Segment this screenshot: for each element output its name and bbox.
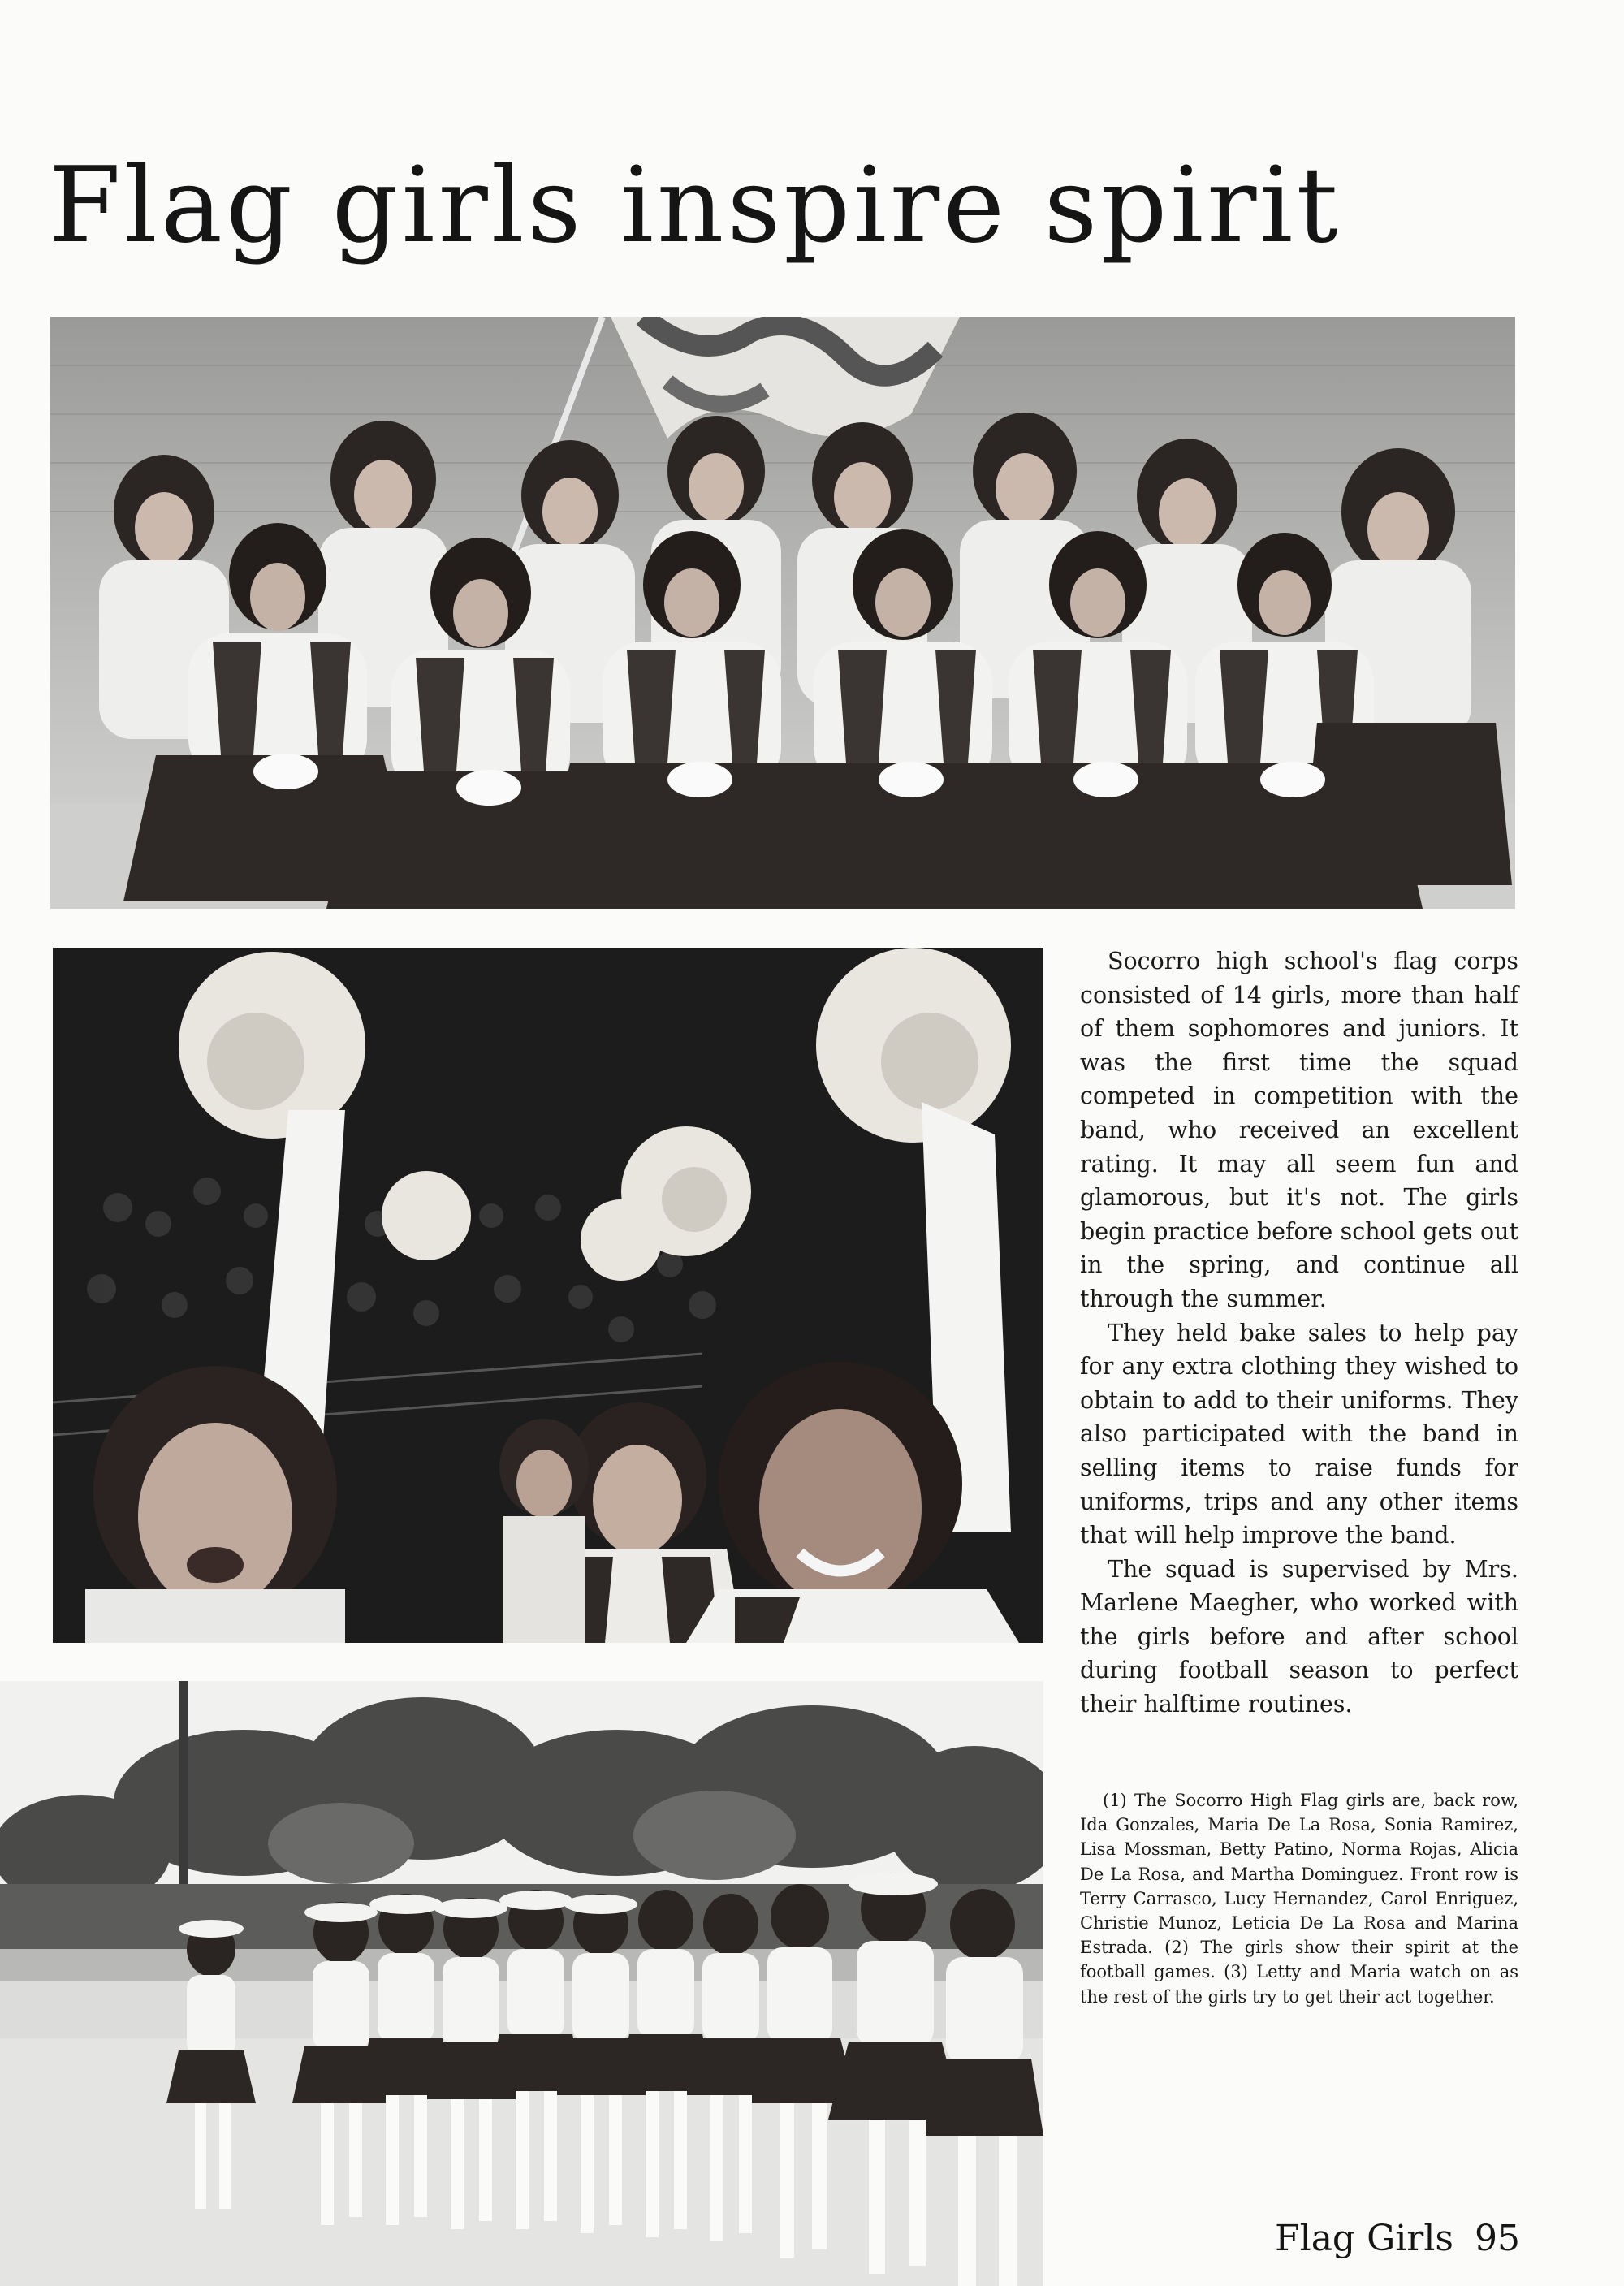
section-name: Flag Girls (1275, 2218, 1453, 2259)
page-number: 95 (1475, 2218, 1520, 2259)
article-body (1080, 944, 1518, 1722)
page-footer (1275, 2218, 1520, 2259)
photo-caption (1080, 1788, 1518, 2009)
photo-caption-text: (1) The Socorro High Flag girls are, back row, Ida Gonzales, Maria De La Rosa, Sonia Ramirez, Lisa Mossman, Betty Patino, Norma Rojas, Alicia De La Rosa, and Martha Dominguez. Front row is Terry Carrasco, Lucy Hernandez, Carol Enriguez, Christie Munoz, Leticia De La Rosa and Marina Estrada. (2) The girls show their spirit at the football games. (3) Letty and Maria watch on as the rest of the girls try to get their act together. (1080, 1791, 1518, 2007)
page-headline: Flag girls inspire spirit (49, 145, 1341, 266)
outdoor-routine-photo (0, 1681, 1043, 2286)
group-portrait-photo (50, 317, 1515, 909)
football-game-photo (53, 948, 1043, 1643)
article-paragraph-2: They held bake sales to help pay for any extra clothing they wished to obtain to add to their uniforms. They also participated with the band in selling items to raise funds for uniforms, trips and any other items that will help improve the band. (1080, 1319, 1518, 1549)
article-paragraph-1: Socorro high school's flag corps consisted of 14 girls, more than half of them sophomores and juniors. It was the first time the squad competed in competition with the band, who received an excellent rating. It may all seem fun and glamorous, but it's not. The girls begin practice before school gets out in the spring, and continue all through the summer. (1080, 948, 1518, 1312)
article-paragraph-3: The squad is supervised by Mrs. Marlene Maegher, who worked with the girls before and after school during football season to perfect their halftime routines. (1080, 1555, 1518, 1718)
